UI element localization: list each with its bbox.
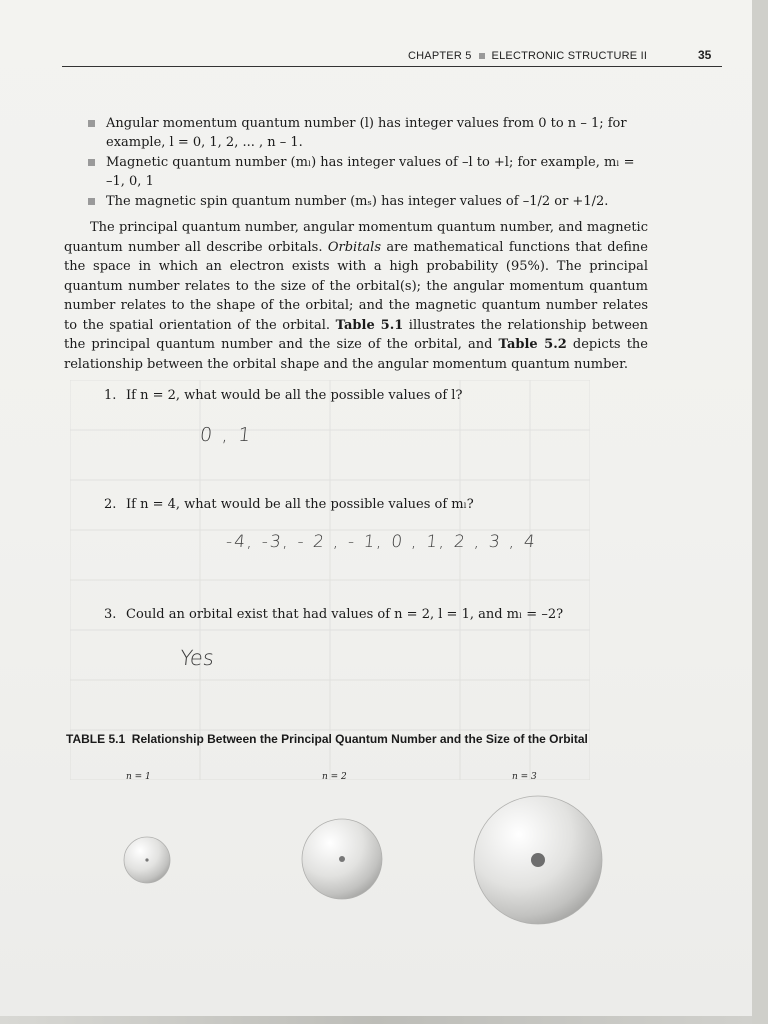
table-title: Relationship Between the Principal Quantum Number and the Size of the Orbital <box>131 732 588 746</box>
bleed-through-grid <box>70 380 590 780</box>
body-paragraph <box>64 218 648 374</box>
bullet-line: Magnetic quantum number (mₗ) has integer values of –l to +l; for example, mₗ = <box>106 155 635 170</box>
orbital-label-n3: n = 3 <box>512 772 537 782</box>
page-number: 35 <box>698 48 712 62</box>
chapter-label: CHAPTER 5 <box>408 50 472 62</box>
header-rule <box>62 66 722 67</box>
question-2 <box>104 497 474 512</box>
square-bullet-icon <box>88 159 95 166</box>
bullet-spin <box>86 192 666 211</box>
question-3 <box>104 607 563 622</box>
bullet-line: example, l = 0, 1, 2, ... , n – 1. <box>106 135 303 150</box>
handwritten-answer-1: 0 , 1 <box>198 424 254 446</box>
table-5-1-reference: Table 5.1 <box>335 317 404 333</box>
square-bullet-icon <box>88 198 95 205</box>
paragraph-text: depicts the relationship between the orbital shape and the angular momentum quantum number. <box>64 337 648 372</box>
table-5-2-reference: Table 5.2 <box>498 337 567 352</box>
orbital-sphere-n2 <box>302 819 382 899</box>
page-bottom-edge <box>0 1016 752 1024</box>
bullet-line: Angular momentum quantum number (l) has integer values from 0 to n – 1; for <box>106 116 627 131</box>
bullet-line: The magnetic spin quantum number (mₛ) has integer values of –1/2 or +1/2. <box>106 194 609 209</box>
table-label: TABLE 5.1 <box>66 732 126 746</box>
paragraph-text: illustrates the relationship between the principal quantum number and the size of the orbital, and <box>64 317 648 352</box>
orbital-sphere-n1 <box>124 837 170 883</box>
running-header <box>408 50 647 62</box>
question-text: Could an orbital exist that had values of n = 2, l = 1, and mₗ = –2? <box>126 607 564 622</box>
bullet-angular-momentum <box>86 114 666 152</box>
orbital-size-illustration <box>60 780 680 930</box>
orbitals-term: Orbitals <box>327 239 381 255</box>
square-bullet-icon <box>88 120 95 127</box>
question-number: 2. <box>104 497 117 512</box>
paragraph-text: The principal quantum number, angular momentum quantum number, and magnetic quantum number all describe orbitals. <box>64 220 648 255</box>
handwritten-answer-2: -4, -3, - 2 , - 1, 0 , 1, 2 , 3 , 4 <box>224 532 538 552</box>
bullet-line: –1, 0, 1 <box>106 174 154 189</box>
orbital-sphere-n3 <box>474 796 602 924</box>
section-title: ELECTRONIC STRUCTURE II <box>491 50 648 62</box>
quantum-number-bullet-list <box>86 114 666 212</box>
question-number: 1. <box>104 388 117 403</box>
question-text: If n = 4, what would be all the possible values of mₗ? <box>126 497 474 512</box>
table-caption <box>66 732 588 746</box>
orbital-label-n1: n = 1 <box>126 772 151 782</box>
orbital-label-n2: n = 2 <box>322 772 347 782</box>
bullet-magnetic <box>86 153 666 191</box>
question-1 <box>104 388 462 403</box>
header-separator <box>479 53 485 59</box>
question-number: 3. <box>104 607 117 622</box>
handwritten-answer-3: Yes <box>178 646 216 670</box>
question-text: If n = 2, what would be all the possible values of l? <box>126 388 463 403</box>
paragraph-text: are mathematical functions that define the space in which an electron exists with a high probability (95%). The principal quantum number relates to the size of the orbital(s); the angular momentum quantum number relates to the shape of the orbital; and the magnetic quantum number relates to the spatial orientation of the orbital. <box>64 239 648 333</box>
